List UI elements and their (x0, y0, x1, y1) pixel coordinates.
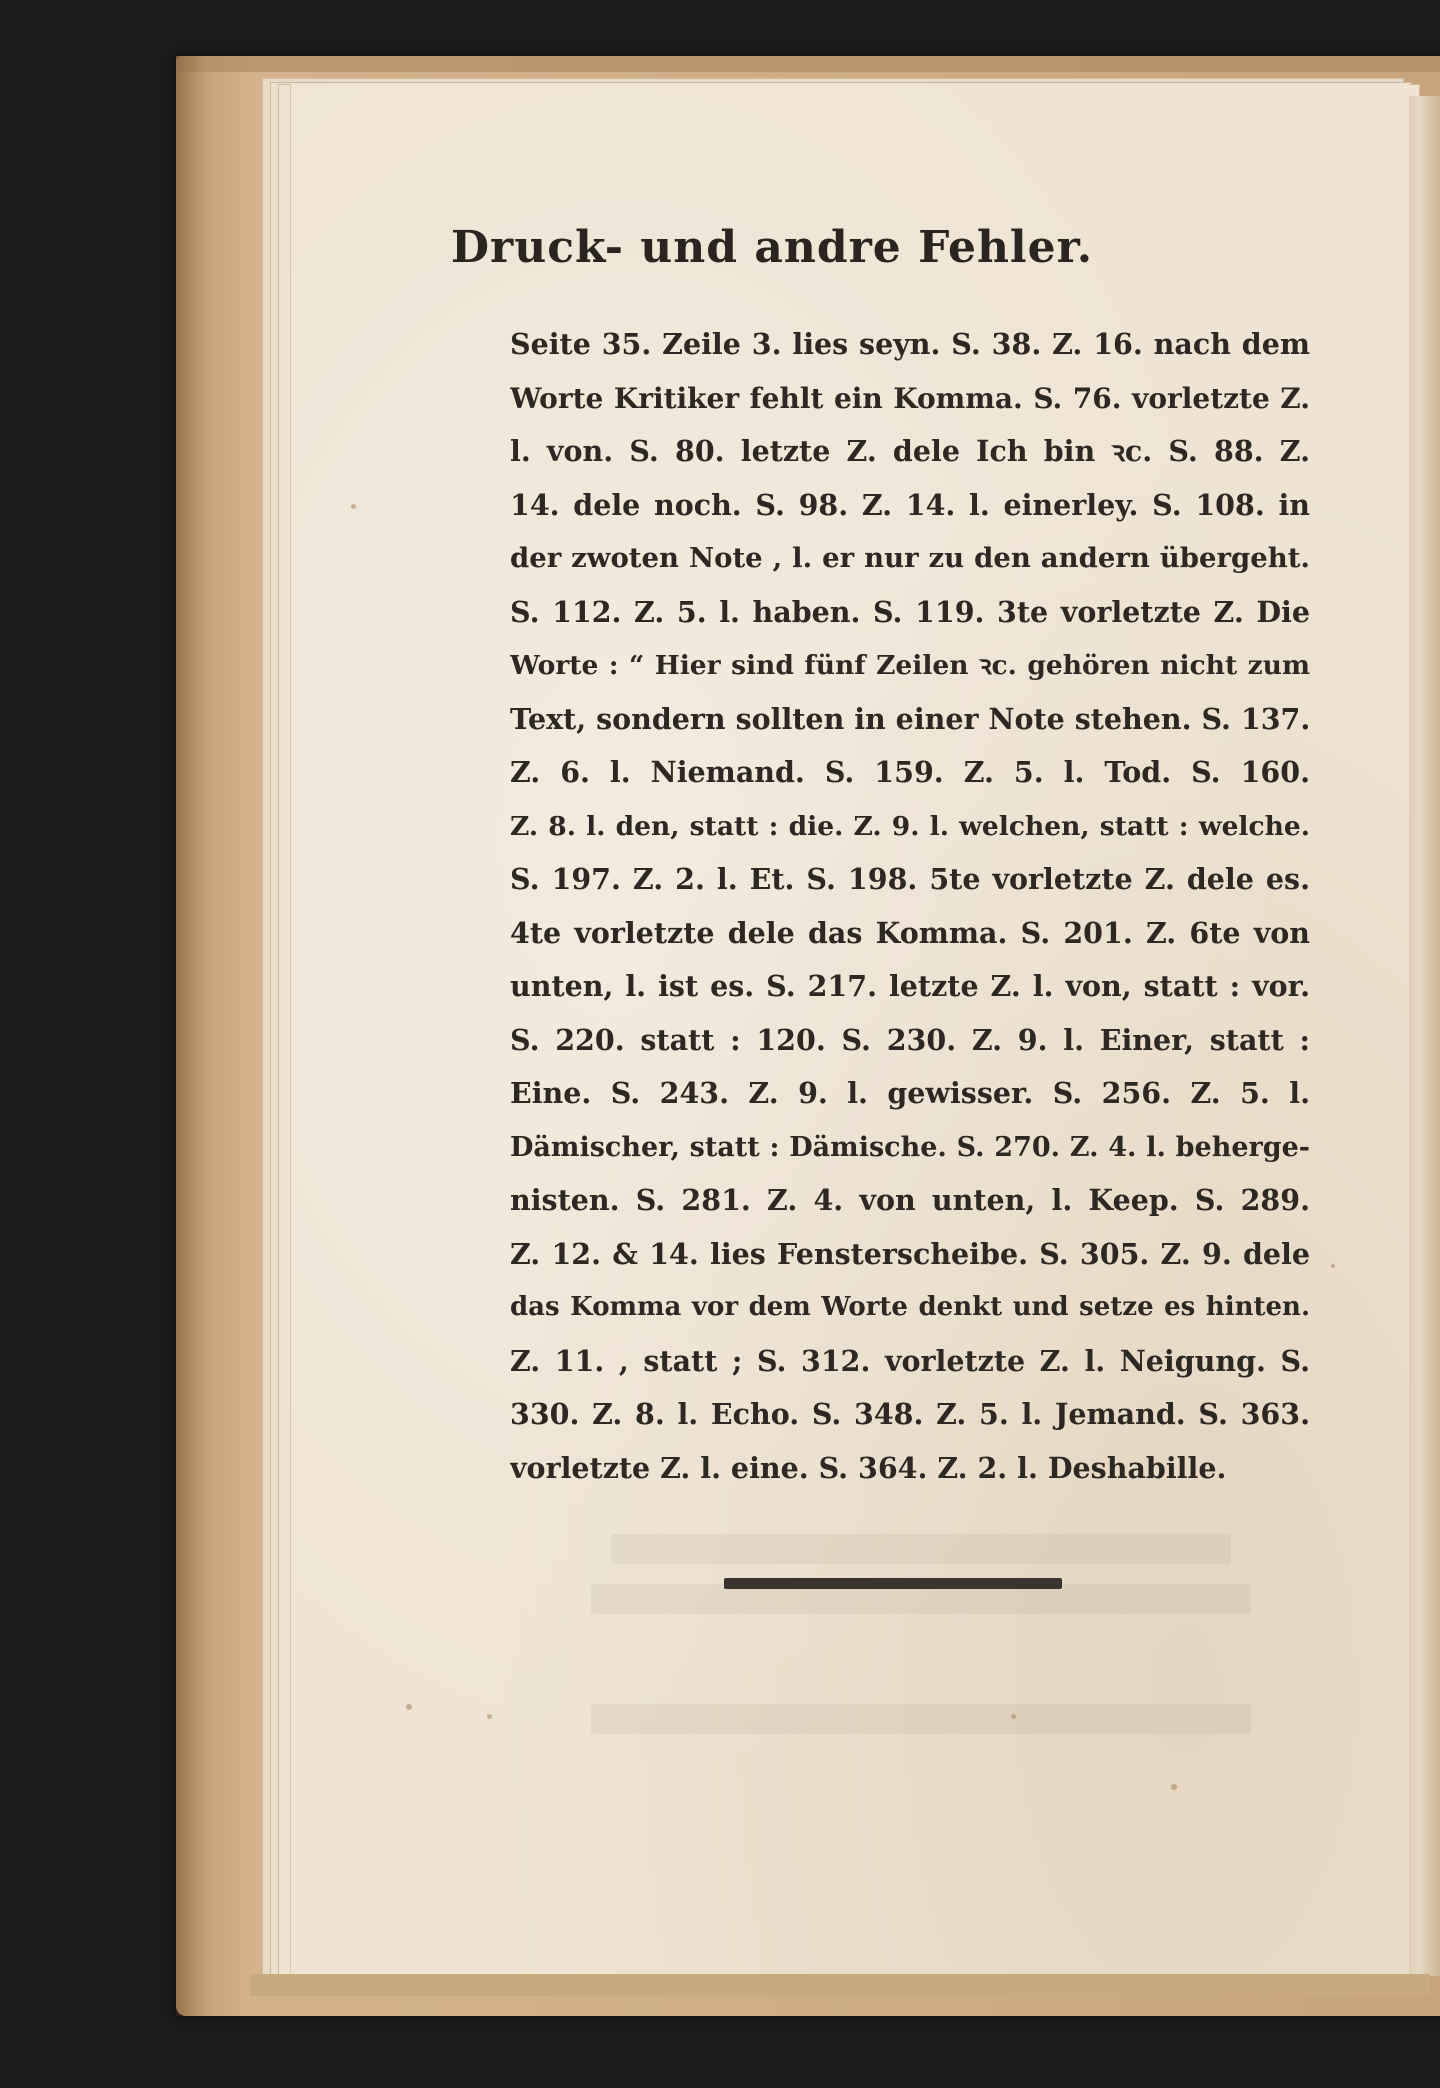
cover-top-edge (176, 56, 1440, 72)
errata-line: Eine. S. 243. Z. 9. l. gewisser. S. 256. Z. 5. l. (510, 1076, 1310, 1110)
errata-text (510, 318, 1310, 1495)
errata-line: Seite 35. Zeile 3. lies seyn. S. 38. Z. 16. nach dem (510, 327, 1310, 361)
errata-line: Z. 8. l. den, statt : die. Z. 9. l. welchen, statt : welche. (510, 810, 1310, 842)
spine-shadow (176, 56, 206, 2016)
foxing-spot (1171, 1784, 1177, 1790)
errata-line: S. 112. Z. 5. l. haben. S. 119. 3te vorletzte Z. Die (510, 594, 1310, 629)
errata-line: S. 220. statt : 120. S. 230. Z. 9. l. Einer, statt : (510, 1022, 1310, 1057)
errata-line: 14. dele noch. S. 98. Z. 14. l. einerley. S. 108. in (510, 487, 1310, 522)
errata-line: 4te vorletzte dele das Komma. S. 201. Z. 6te von (510, 915, 1310, 950)
errata-line: der zwoten Note , l. er nur zu den andern übergeht. (510, 542, 1310, 574)
errata-line: Z. 11. , statt ; S. 312. vorletzte Z. l. Neigung. S. (510, 1343, 1310, 1378)
errata-line: S. 197. Z. 2. l. Et. S. 198. 5te vorletzte Z. dele es. (510, 862, 1310, 896)
right-page-edges (1404, 96, 1440, 1976)
errata-line: Z. 12. & 14. lies Fensterscheibe. S. 305. Z. 9. dele (510, 1236, 1310, 1271)
errata-line: nisten. S. 281. Z. 4. von unten, l. Keep. S. 289. (510, 1183, 1310, 1217)
errata-line: Worte : “ Hier sind fünf Zeilen ꝛc. gehören nicht zum (510, 650, 1310, 681)
errata-line: Text, sondern sollten in einer Note stehen. S. 137. (510, 701, 1310, 736)
show-through-text (591, 1704, 1251, 1734)
bottom-cover-edge (250, 1974, 1430, 1996)
errata-line: Dämischer, statt : Dämische. S. 270. Z. 4. l. beherge- (510, 1131, 1310, 1163)
errata-line: l. von. S. 80. letzte Z. dele Ich bin ꝛc. S. 88. Z. (510, 434, 1310, 468)
errata-line: das Komma vor dem Worte denkt und setze es hinten. (510, 1292, 1310, 1322)
errata-line: vorletzte Z. l. eine. S. 364. Z. 2. l. Deshabille. (510, 1450, 1227, 1485)
show-through-text (611, 1534, 1231, 1564)
page-title: Druck- und andre Fehler. (450, 222, 1094, 273)
foxing-spot (406, 1704, 412, 1710)
errata-line: unten, l. ist es. S. 217. letzte Z. l. von, statt : vor. (510, 969, 1310, 1003)
horizontal-rule (724, 1578, 1062, 1589)
errata-line: Worte Kritiker fehlt ein Komma. S. 76. vorletzte Z. (510, 381, 1310, 415)
errata-line: Z. 6. l. Niemand. S. 159. Z. 5. l. Tod. S. 160. (510, 755, 1310, 789)
foxing-spot (1331, 1264, 1335, 1268)
foxing-spot (487, 1714, 492, 1719)
errata-line: 330. Z. 8. l. Echo. S. 348. Z. 5. l. Jemand. S. 363. (510, 1397, 1310, 1431)
foxing-spot (351, 504, 356, 509)
